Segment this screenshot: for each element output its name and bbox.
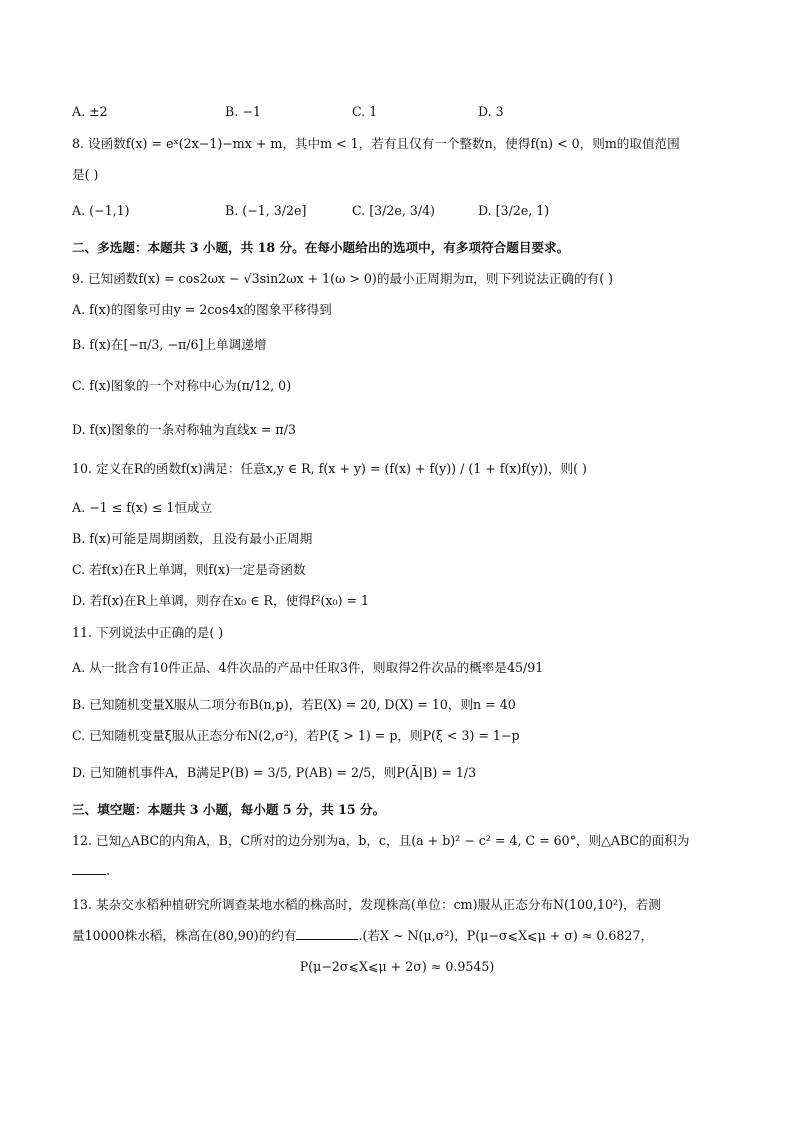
q10-option-b: B. f(x)可能是周期函数，且没有最小正周期	[72, 531, 313, 546]
q11-option-d: D. 已知随机事件A，B满足P(B) = 3/5, P(AB) = 2/5，则P(Ā|B) = 1/3	[72, 765, 477, 780]
q7-option-c: C. 1	[352, 104, 378, 119]
q7-option-d: D. 3	[478, 104, 504, 119]
q10-stem: 10. 定义在R的函数f(x)满足：任意x,y ∈ R, f(x + y) = (f(x) + f(y)) / (1 + f(x)f(y))，则( )	[72, 461, 587, 476]
q12-answer-blank[interactable]	[72, 862, 106, 875]
q8-option-d: D. [3/2e, 1)	[478, 203, 550, 218]
q10-option-a: A. −1 ≤ f(x) ≤ 1恒成立	[72, 500, 213, 515]
q13-line2-prefix: 量10000株水稻，株高在(80,90)的约有	[72, 928, 297, 943]
q10-option-d: D. 若f(x)在R上单调，则存在x₀ ∈ R，使得f²(x₀) = 1	[72, 593, 370, 608]
q9-option-d: D. f(x)图象的一条对称轴为直线x = π/3	[72, 422, 296, 437]
q13-line2-suffix: .(若X ~ N(μ,σ²)，P(μ−σ⩽X⩽μ + σ) ≈ 0.6827，	[358, 928, 654, 943]
q13-stem-line1: 13. 某杂交水稻种植研究所调查某地水稻的株高时，发现株高(单位：cm)服从正态分布N(100,10²)，若测	[72, 897, 661, 912]
q12-stem-line2	[72, 862, 110, 880]
q7-option-b: B. −1	[225, 104, 261, 119]
q8-option-c: C. [3/2e, 3/4)	[352, 203, 436, 218]
q13-stem-line2	[72, 927, 653, 945]
q8-stem-line2: 是( )	[72, 167, 99, 182]
q12-stem-line1: 12. 已知△ABC的内角A，B，C所对的边分别为a，b，c，且(a + b)² − c² = 4, C = 60°，则△ABC的面积为	[72, 833, 690, 848]
q8-stem-line1: 8. 设函数f(x) = eˣ(2x−1)−mx + m，其中m < 1，若有且仅有一个整数n，使得f(n) < 0，则m的取值范围	[72, 136, 680, 151]
q13-stem-line3: P(μ−2σ⩽X⩽μ + 2σ) ≈ 0.9545)	[299, 959, 495, 974]
q9-option-b: B. f(x)在[−π/3, −π/6]上单调递增	[72, 337, 267, 352]
q11-option-a: A. 从一批含有10件正品、4件次品的产品中任取3件，则取得2件次品的概率是45/91	[72, 660, 544, 675]
q13-answer-blank[interactable]	[296, 927, 358, 940]
q11-stem: 11. 下列说法中正确的是( )	[72, 625, 224, 640]
q11-option-b: B. 已知随机变量X服从二项分布B(n,p)，若E(X) = 20, D(X) = 10，则n = 40	[72, 697, 516, 712]
q8-option-a: A. (−1,1)	[72, 203, 130, 218]
section-heading-fill-in: 三、填空题：本题共 3 小题，每小题 5 分，共 15 分。	[72, 802, 386, 817]
q12-period: .	[106, 863, 111, 878]
q7-option-a: A. ±2	[72, 104, 108, 119]
q10-option-c: C. 若f(x)在R上单调，则f(x)一定是奇函数	[72, 562, 306, 577]
q11-option-c: C. 已知随机变量ξ服从正态分布N(2,σ²)，若P(ξ > 1) = p，则P(ξ < 3) = 1−p	[72, 728, 520, 743]
q9-stem: 9. 已知函数f(x) = cos2ωx − √3sin2ωx + 1(ω > 0)的最小正周期为π，则下列说法正确的有( )	[72, 271, 614, 286]
section-heading-multiple-choice: 二、多选题：本题共 3 小题，共 18 分。在每小题给出的选项中，有多项符合题目要求。	[72, 240, 570, 255]
q9-option-c: C. f(x)图象的一个对称中心为(π/12, 0)	[72, 378, 292, 393]
q9-option-a: A. f(x)的图象可由y = 2cos4x的图象平移得到	[72, 302, 332, 317]
q8-option-b: B. (−1, 3/2e]	[225, 203, 307, 218]
